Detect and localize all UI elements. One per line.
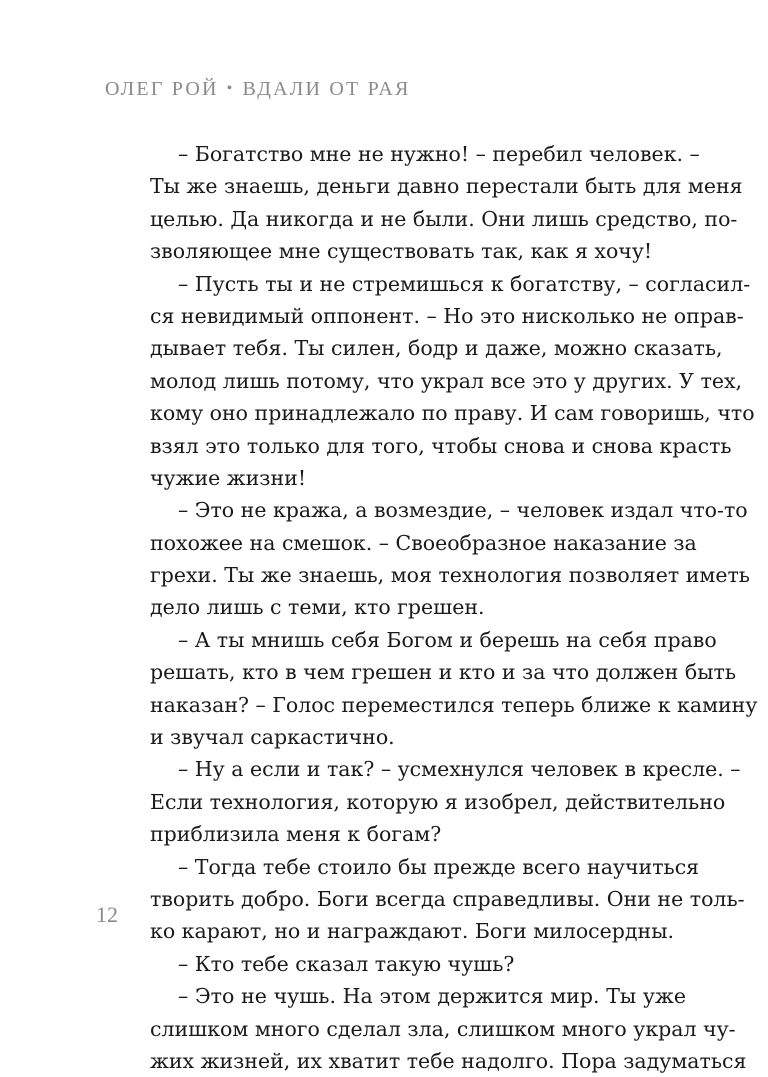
text-line: – Ну а если и так? – усмехнулся человек в кресле. – <box>178 757 741 782</box>
text-line: и звучал саркастично. <box>150 725 395 750</box>
text-line: Ты же знаешь, деньги давно перестали быть для меня <box>150 174 743 199</box>
text-line: – Это не кража, а возмездие, – человек издал что-то <box>178 498 748 523</box>
text-line: чужие жизни! <box>150 465 307 490</box>
text-line: – Кто тебе сказал такую чушь? <box>178 951 515 976</box>
text-line: похожее на смешок. – Своеобразное наказание за <box>150 530 697 555</box>
text-line: – Богатство мне не нужно! – перебил человек. – <box>178 142 700 166</box>
text-line: взял это только для того, чтобы снова и снова красть <box>150 433 732 458</box>
text-line: – А ты мнишь себя Богом и берешь на себя право <box>178 627 717 652</box>
text-line: грехи. Ты же знаешь, моя технология позволяет иметь <box>150 563 750 588</box>
text-line: жих жизней, их хватит тебе надолго. Пора задуматься <box>150 1048 747 1073</box>
book-title: ВДАЛИ ОТ РАЯ <box>242 78 411 100</box>
page-number: 12 <box>96 902 118 927</box>
text-line: кому оно принадлежало по праву. И сам говоришь, что <box>150 401 755 426</box>
text-line: решать, кто в чем грешен и кто и за что должен быть <box>150 660 737 685</box>
author-name: ОЛЕГ РОЙ <box>105 78 219 100</box>
body-text <box>150 138 758 1077</box>
text-line: творить добро. Боги всегда справедливы. Они не толь- <box>150 886 745 911</box>
header-separator: • <box>226 80 235 97</box>
text-line: ся невидимый оппонент. – Но это нисколько не оправ- <box>150 303 744 328</box>
text-line: – Это не чушь. На этом держится мир. Ты уже <box>178 984 686 1009</box>
text-line: ко карают, но и награждают. Боги милосердны. <box>150 919 675 944</box>
text-line: приблизила меня к богам? <box>150 822 442 847</box>
text-line: наказан? – Голос переместился теперь ближе к камину <box>150 692 758 717</box>
text-line: Если технология, которую я изобрел, действительно <box>150 789 726 814</box>
text-line: зволяющее мне существовать так, как я хочу! <box>150 239 653 264</box>
text-line: слишком много сделал зла, слишком много украл чу- <box>150 1016 736 1041</box>
text-line: дывает тебя. Ты силен, бодр и даже, можно сказать, <box>150 336 723 361</box>
text-line: дело лишь с теми, кто грешен. <box>150 595 485 620</box>
text-line: молод лишь потому, что украл все это у других. У тех, <box>150 368 743 393</box>
text-line: целью. Да никогда и не были. Они лишь средство, по- <box>150 206 738 231</box>
text-line: – Пусть ты и не стремишься к богатству, – согласил- <box>178 271 751 296</box>
text-line: – Тогда тебе стоило бы прежде всего научиться <box>178 854 700 879</box>
running-head <box>105 78 411 101</box>
